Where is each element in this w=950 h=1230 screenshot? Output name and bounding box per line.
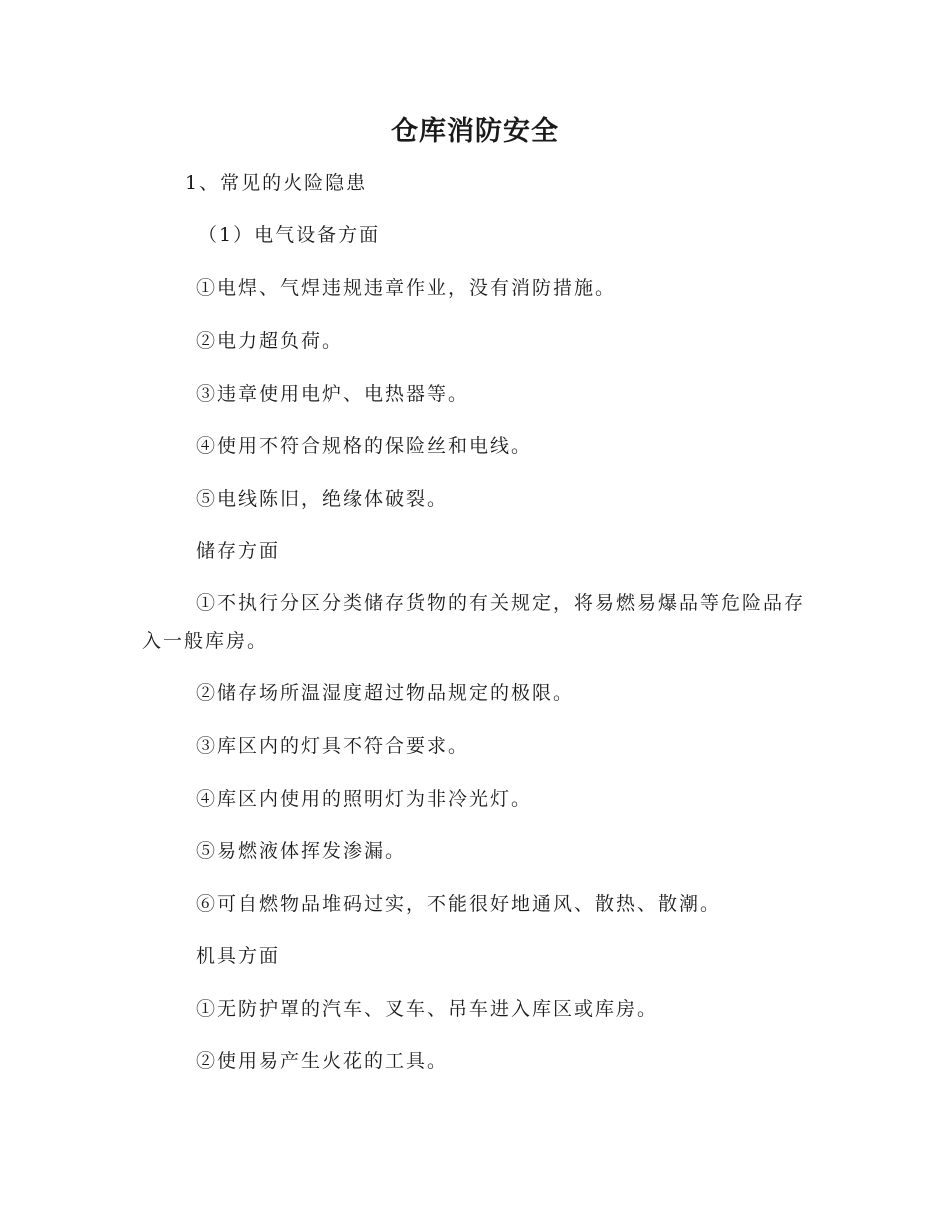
list-item: ④使用不符合规格的保险丝和电线。 <box>196 435 533 457</box>
subsection-heading: 储存方面 <box>196 540 281 562</box>
list-item: ①无防护罩的汽车、叉车、吊车进入库区或库房。 <box>196 998 659 1020</box>
list-item: ⑤电线陈旧，绝缘体破裂。 <box>196 488 449 510</box>
list-item: ①电焊、气焊违规违章作业，没有消防措施。 <box>196 277 617 299</box>
document-title: 仓库消防安全 <box>391 116 559 147</box>
list-item: ②电力超负荷。 <box>196 330 344 352</box>
list-item: ②使用易产生火花的工具。 <box>196 1050 449 1072</box>
list-item: ③库区内的灯具不符合要求。 <box>196 735 470 757</box>
list-item: ⑤易燃液体挥发渗漏。 <box>196 840 407 862</box>
list-item: ③违章使用电炉、电热器等。 <box>196 383 470 405</box>
section-heading: 1、常见的火险隐患 <box>185 172 368 194</box>
list-item: ②储存场所温湿度超过物品规定的极限。 <box>196 682 575 704</box>
list-item: ⑥可自燃物品堆码过实，不能很好地通风、散热、散潮。 <box>196 893 722 915</box>
list-item-wrapped: ①不执行分区分类储存货物的有关规定，将易燃易爆品等危险品存入一般库房。 <box>142 592 806 652</box>
list-item: ④库区内使用的照明灯为非冷光灯。 <box>196 788 533 810</box>
subsection-heading: 机具方面 <box>196 945 281 967</box>
subsection-heading: （1）电气设备方面 <box>198 224 381 246</box>
